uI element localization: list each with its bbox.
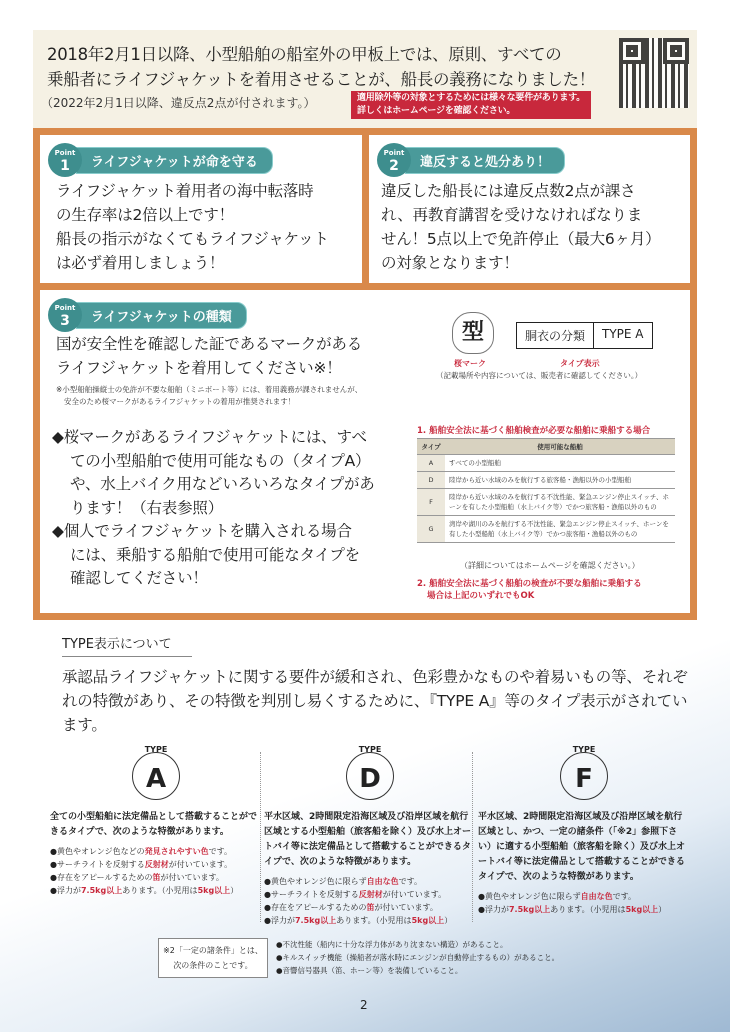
banner-text: 2018年2月1日以降、小型船舶の船室外の甲板上では、原則、すべての 乗船者にライフジャケットを着用させることが、船長の義務になりました！ (47, 45, 595, 89)
page-number: 2 (360, 998, 368, 1012)
divider (472, 752, 473, 922)
conditions-list: ●不沈性能（船内に十分な浮力体があり沈まない構造）があること。 ●キルスイッチ機能（操船者が落水時にエンジンが自動停止するもの）があること。 ●音響信号器具（笛、ホーン等）を装備していること。 (276, 940, 560, 975)
point-title: ライフジャケットの種類 (76, 302, 247, 329)
table-row: A すべての小型船舶 (417, 455, 675, 472)
table-heading: 1. 船舶安全法に基づく船舶検査が必要な船舶に乗船する場合 (417, 426, 651, 436)
type-features: ●黄色やオレンジ色に限らず自由な色です。 ●浮力が7.5kg以上あります。（小児用は5kg以上） (478, 892, 667, 914)
table-row: F 陸岸から近い水域のみを航行する不沈性能、緊急エンジン停止スイッチ、ホーンを有した小型船舶（水上バイク等）でかつ旅客船・漁船以外のもの (417, 489, 675, 516)
sakura-mark-label: 桜マーク (454, 359, 486, 368)
type-d-badge: TYPE D (346, 752, 394, 800)
table-row: D 陸岸から近い水域のみを航行する旅客船・漁船以外の小型船舶 (417, 472, 675, 489)
point-badge: Point 1 (48, 143, 82, 177)
exemption-tag: 適用除外等の対象とするためには様々な要件があります。 詳しくはホームページを確認ください。 (351, 91, 591, 119)
points-frame (33, 128, 697, 620)
point-body: 違反した船長には違反点数2点が課さ れ、再教育講習を受けなければなりま せん！5点以上で免許停止（最大6ヶ月） の対象となります！ (381, 182, 661, 272)
point-body: ライフジャケット着用者の海中転落時 の生存率は2倍以上です！ 船長の指示がなくてもライフジャケット は必ず着用しましょう！ (56, 182, 329, 272)
type-desc: 平水区域、2時間限定沿海区域及び沿岸区域を航行区域とする小型船舶（旅客船を除く）及び水上オートバイ等に法定備品として搭載することができるタイプで、次のような特徴があります。 (264, 812, 472, 867)
table-row: G 湾岸や湖川のみを航行する不沈性能、緊急エンジン停止スイッチ、ホーンを有した小型船舶（水上バイク等）でかつ旅客船・漁船以外のもの (417, 516, 675, 543)
point-title: ライフジャケットが命を守る (76, 147, 273, 174)
point-badge: Point 3 (48, 298, 82, 332)
point-bullets: ◆桜マークがあるライフジャケットには、すべ ての小型船舶で使用可能なもの（タイプA） や、水上バイク用などいろいろなタイプがあ ります！（右表参照） ◆個人でライフジャケットを購入される場合 には、乗船する船舶で使用可能なタイプを 確認してください！ (52, 428, 375, 587)
qr-code[interactable] (619, 38, 689, 108)
top-banner (33, 30, 697, 128)
point-3 (40, 290, 690, 613)
type-desc: 平水区域、2時間限定沿海区域及び沿岸区域を航行区域とし、かつ、一定の諸条件（「※2」参照下さい）に適する小型船舶（旅客船を除く）及び水上オートバイ等に法定備品として搭載することができるタイプで、次のような特徴があります。 (478, 812, 686, 882)
type-label-sample: 胴衣の分類 TYPE A (516, 322, 653, 349)
point-1 (40, 135, 362, 283)
type-f-column (478, 745, 690, 916)
section-intro: 承認品ライフジャケットに関する要件が緩和され、色彩豊かなものや着易いもの等、それぞれの特徴があり、その特徴を判別し易くするために、『TYPE A』等のタイプ表示がされています。 (62, 668, 688, 734)
mark-note: （記載場所や内容については、販売者に確認してください。） (436, 371, 643, 380)
type-desc: 全ての小型船舶に法定備品として搭載することができるタイプで、次のような特徴があります。 (50, 812, 258, 837)
type-a-badge: TYPE A (132, 752, 180, 800)
point-note: ※小型船舶操縦士の免許が不要な船舶（ミニボート等）には、着用義務が課されませんが、 安全のため桜マークがあるライフジャケットの着用が推奨されます！ (56, 385, 363, 406)
point-badge: Point 2 (377, 143, 411, 177)
type-table: タイプ 使用可能な船舶 A すべての小型船舶 D 陸岸から近い水域のみを航行する旅客船・漁船以外の小型船舶 F 陸岸から近い水域のみを航行する不沈性能、緊急エンジン停止スイッチ、ホーンを有した小型船舶（水上バイク等）でかつ旅客船・漁船以外のもの G 湾岸や湖川のみを航行する不沈性能、緊急エンジン停止スイッチ、ホーンを有した小型船舶（水上バイク等）でかつ旅客船・漁船以外のもの (417, 438, 675, 543)
section-title: TYPE表示について (62, 633, 192, 657)
table-heading-2: 2. 船舶安全法に基づく船舶の検査が不要な船舶に乗船する 場合は上記のいずれでもOK (417, 579, 642, 601)
conditions-label: ※2「一定の諸条件」とは、 次の条件のことです。 (158, 938, 268, 978)
divider (260, 752, 261, 922)
banner-subtext: （2022年2月1日以降、違反点2点が付されます。） (41, 96, 316, 110)
point-body: 国が安全性を確認した証であるマークがある ライフジャケットを着用してください※！ (56, 335, 363, 377)
type-a-column (50, 745, 262, 897)
sakura-mark-icon: 型 (452, 312, 494, 354)
point-2 (369, 135, 690, 283)
type-f-badge: TYPE F (560, 752, 608, 800)
type-features: ●黄色やオレンジ色に限らず自由な色です。 ●サーチライトを反射する反射材が付いています。 ●存在をアピールするための笛が付いています。 ●浮力が7.5kg以上あります。（小児用は5kg以上） (264, 877, 453, 925)
table-detail: （詳細についてはホームページを確認ください。） (460, 561, 640, 570)
type-d-column (264, 745, 476, 927)
type-display-label: タイプ表示 (560, 359, 600, 368)
point-title: 違反すると処分あり！ (405, 147, 565, 174)
type-features: ●黄色やオレンジ色などの発見されやすい色です。 ●サーチライトを反射する反射材が付いています。 ●存在をアピールするための笛が付いています。 ●浮力が7.5kg以上あります。（小児用は5kg以上） (50, 847, 239, 895)
